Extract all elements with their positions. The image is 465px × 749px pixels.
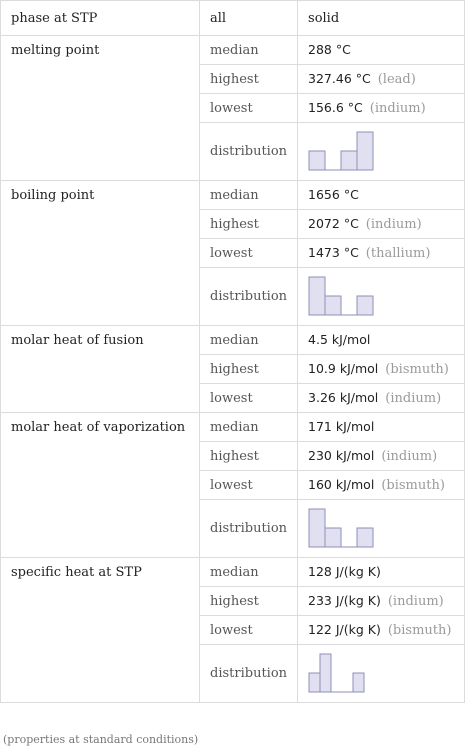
lowest-element-note: (indium)	[385, 391, 442, 406]
lowest-value: 160 kJ/mol	[308, 477, 375, 492]
property-name: melting point	[1, 36, 200, 181]
histogram-bar-1	[309, 277, 325, 315]
lowest-element-note: (bismuth)	[387, 623, 452, 638]
median-value: 1656 °C	[308, 187, 359, 202]
stat-value-lowest	[298, 384, 465, 413]
property-name: boiling point	[1, 181, 200, 326]
stat-value-highest	[298, 210, 465, 239]
header-all: all	[200, 1, 298, 36]
stat-label-lowest: lowest	[200, 384, 298, 413]
stat-label-median: median	[200, 326, 298, 355]
median-value: 128 J/(kg K)	[308, 564, 381, 579]
stat-value-distribution	[298, 645, 465, 703]
lowest-element-note: (thallium)	[365, 246, 431, 261]
stat-value-lowest	[298, 239, 465, 268]
stat-label-highest: highest	[200, 587, 298, 616]
header-row	[1, 1, 465, 36]
stat-label-lowest: lowest	[200, 239, 298, 268]
stat-value-lowest	[298, 94, 465, 123]
lowest-element-note: (indium)	[369, 101, 426, 116]
stat-label-highest: highest	[200, 65, 298, 94]
stat-label-median: median	[200, 413, 298, 442]
histogram-bar-2	[320, 654, 331, 692]
stat-label-highest: highest	[200, 210, 298, 239]
histogram-bar-1	[309, 673, 320, 692]
property-name: molar heat of fusion	[1, 326, 200, 413]
stat-value-median	[298, 326, 465, 355]
lowest-value: 3.26 kJ/mol	[308, 390, 379, 405]
highest-element-note: (indium)	[381, 449, 438, 464]
stat-value-highest	[298, 355, 465, 384]
lowest-value: 156.6 °C	[308, 100, 363, 115]
stat-value-highest	[298, 65, 465, 94]
highest-element-note: (indium)	[365, 217, 422, 232]
histogram-bar-2	[325, 528, 341, 547]
median-value: 288 °C	[308, 42, 351, 57]
distribution-histogram	[308, 653, 378, 695]
stat-label-median: median	[200, 36, 298, 65]
stat-value-distribution	[298, 268, 465, 326]
highest-value: 233 J/(kg K)	[308, 593, 381, 608]
distribution-histogram	[308, 276, 378, 318]
median-value: 4.5 kJ/mol	[308, 332, 371, 347]
histogram-bar-2	[325, 296, 341, 315]
highest-element-note: (indium)	[387, 594, 444, 609]
stat-value-median	[298, 558, 465, 587]
stat-value-lowest	[298, 471, 465, 500]
stat-label-median: median	[200, 558, 298, 587]
highest-element-note: (lead)	[377, 72, 416, 87]
histogram-bar-3	[341, 151, 357, 170]
stat-label-distribution: distribution	[200, 645, 298, 703]
stat-value-lowest	[298, 616, 465, 645]
header-solid: solid	[298, 1, 465, 36]
property-row	[1, 413, 465, 442]
property-row	[1, 326, 465, 355]
median-value: 171 kJ/mol	[308, 419, 375, 434]
stat-label-lowest: lowest	[200, 616, 298, 645]
histogram-bar-1	[309, 151, 325, 170]
stat-value-distribution	[298, 123, 465, 181]
property-name: specific heat at STP	[1, 558, 200, 703]
stat-value-median	[298, 181, 465, 210]
highest-value: 327.46 °C	[308, 71, 371, 86]
lowest-value: 122 J/(kg K)	[308, 622, 381, 637]
stat-label-distribution: distribution	[200, 500, 298, 558]
highest-value: 10.9 kJ/mol	[308, 361, 379, 376]
histogram-bar-4	[357, 132, 373, 170]
highest-element-note: (bismuth)	[385, 362, 449, 377]
histogram-bar-5	[353, 673, 364, 692]
lowest-value: 1473 °C	[308, 245, 359, 260]
distribution-histogram	[308, 508, 378, 550]
stat-label-distribution: distribution	[200, 123, 298, 181]
property-name: molar heat of vaporization	[1, 413, 200, 558]
property-row	[1, 36, 465, 65]
stat-value-median	[298, 36, 465, 65]
stat-value-highest	[298, 587, 465, 616]
distribution-histogram	[308, 131, 378, 173]
stat-value-median	[298, 413, 465, 442]
stat-label-median: median	[200, 181, 298, 210]
stat-label-highest: highest	[200, 442, 298, 471]
highest-value: 2072 °C	[308, 216, 359, 231]
lowest-element-note: (bismuth)	[381, 478, 445, 493]
histogram-bar-1	[309, 509, 325, 547]
stat-label-distribution: distribution	[200, 268, 298, 326]
stat-value-highest	[298, 442, 465, 471]
header-phase: phase at STP	[1, 1, 200, 36]
stat-label-lowest: lowest	[200, 471, 298, 500]
property-row	[1, 181, 465, 210]
stat-value-distribution	[298, 500, 465, 558]
footer-note: (properties at standard conditions)	[3, 733, 199, 746]
histogram-bar-4	[357, 296, 373, 315]
histogram-bar-4	[357, 528, 373, 547]
highest-value: 230 kJ/mol	[308, 448, 375, 463]
property-row	[1, 558, 465, 587]
stat-label-lowest: lowest	[200, 94, 298, 123]
stat-label-highest: highest	[200, 355, 298, 384]
